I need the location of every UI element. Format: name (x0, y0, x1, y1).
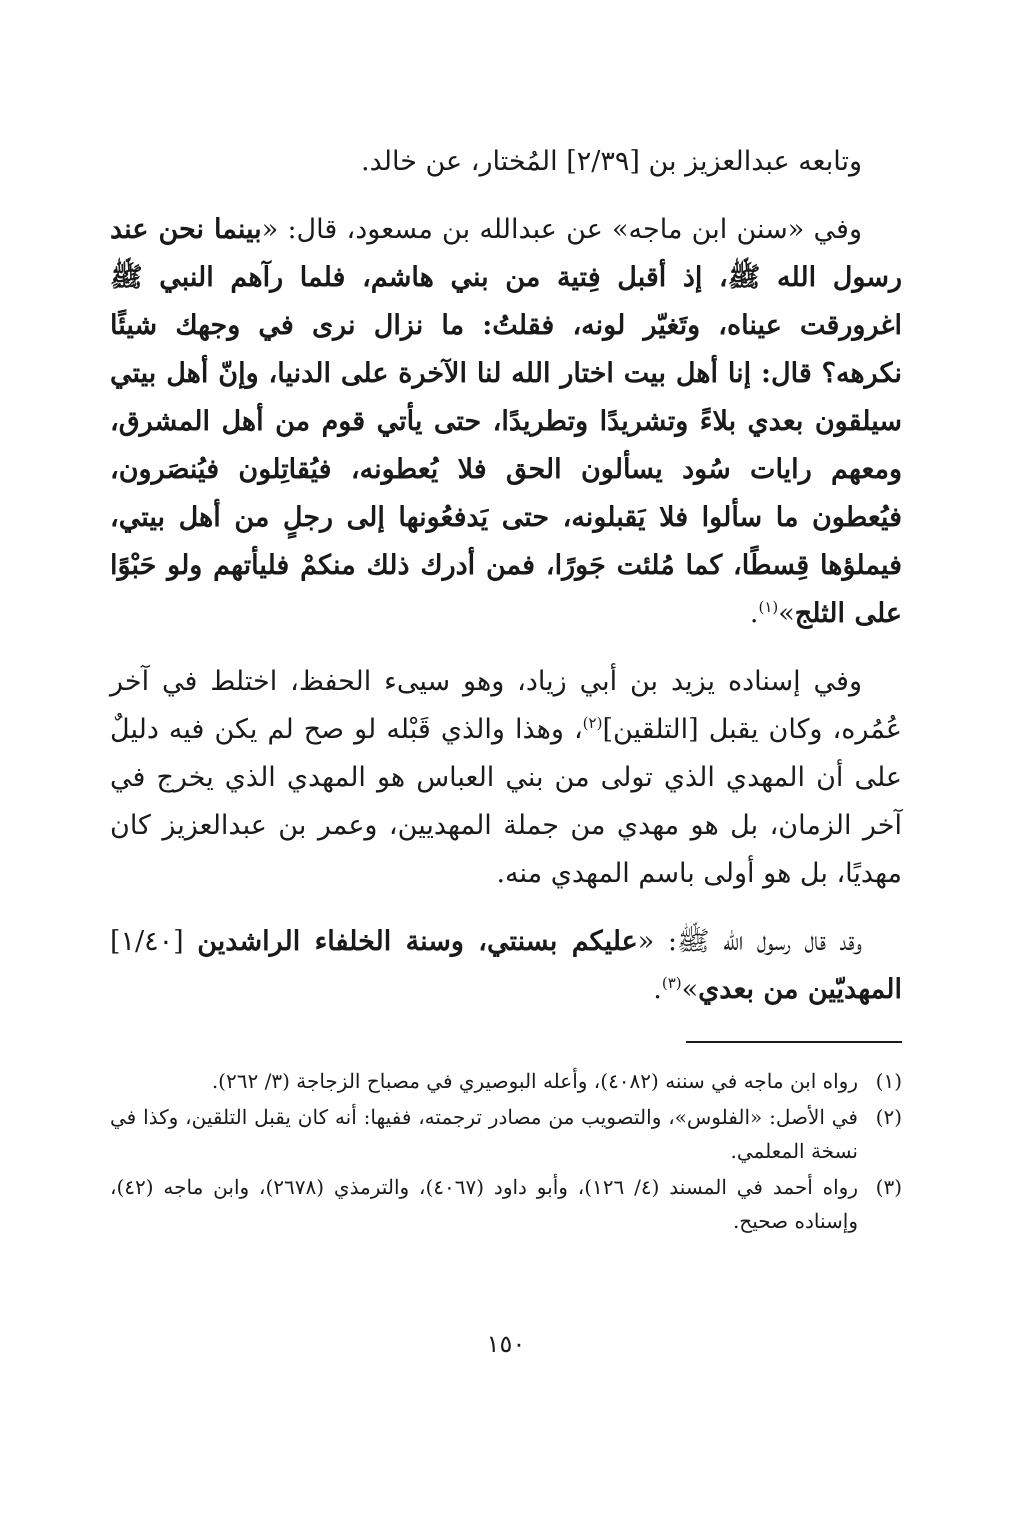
text-segment: » (681, 974, 699, 1005)
page-number: ١٥٠ (486, 1330, 526, 1358)
main-text (110, 138, 902, 1034)
footnote-text: في الأصل: «الفلوس»، والتصويب من مصادر ترجمته، ففيها: أنه كان يقبل التلقين، وكذا في نسخة المعلمي. (110, 1105, 858, 1163)
hadith-quote: المهديّين من بعدي (698, 974, 902, 1005)
footnote-number: (٢) (875, 1105, 902, 1129)
footnote-number: (١) (875, 1069, 902, 1093)
footnote-1 (110, 1064, 902, 1098)
text-segment: [١/٤٠] (110, 926, 198, 957)
footnote-text: رواه ابن ماجه في سننه (٤٠٨٢)، وأعله البوصيري في مصباح الزجاجة (٣/ ٢٦٢). (211, 1069, 858, 1093)
paragraph-2 (110, 206, 902, 638)
text-segment: وفي إسناده يزيد بن أبي زياد، وهو سيىء الحفظ، اختلط في آخر عُمُره، وكان يقبل [التلقين] (110, 666, 902, 745)
footnote-number: (٣) (875, 1175, 902, 1199)
footnote-reference: (١) (758, 598, 779, 616)
footnote-text: رواه أحمد في المسند (٤/ ١٢٦)، وأبو داود (٤٠٦٧)، والترمذي (٢٦٧٨)، وابن ماجه (٤٢)، وإسناده صحيح. (110, 1175, 859, 1233)
footnotes (110, 1064, 902, 1240)
text-segment: وتابعه عبدالعزيز بن [٢/٣٩] المُختار، عن خالد. (361, 146, 862, 177)
text-segment: . (749, 598, 759, 629)
text-segment: . (653, 974, 662, 1005)
text-segment: وفي «سنن ابن ماجه» عن عبدالله بن مسعود، قال: « (261, 214, 862, 245)
footnote-reference: (٣) (661, 974, 682, 992)
paragraph-1 (110, 138, 902, 186)
paragraph-4 (110, 918, 902, 1014)
footnote-divider (686, 1041, 902, 1043)
book-page (110, 0, 902, 1526)
text-segment: » (778, 598, 795, 629)
hadith-quote: بينما نحن عند رسول الله ﷺ، إذ أقبل فِتية من بني هاشم، فلما رآهم النبي ﷺ اغرورقت عيناه، وتَغيّر لونه، فقلتُ: ما نزال نرى في وجهك شيئًا نكرهه؟ قال: إنا أهل بيت اختار الله لنا الآخرة على الدنيا، وإنّ أهل بيتي سيلقون بعدي بلاءً وتشريدًا وتطريدًا، حتى يأتي قوم من أهل المشرق، ومعهم رايات سُود يسألون الحق فلا يُعطونه، فيُقاتِلون فيُنصَرون، فيُعطون ما سألوا فلا يَقبلونه، حتى يَدفعُونها إلى رجلٍ من أهل بيتي، فيملؤها قِسطًا، كما مُلئت جَورًا، فمن أدرك ذلك منكمْ فليأتهم ولو حَبْوًا على الثلج (110, 214, 902, 629)
hadith-quote: عليكم بسنتي، وسنة الخلفاء الراشدين (197, 926, 638, 957)
footnote-reference: (٢) (582, 714, 603, 732)
text-segment: وقد قال رسول الله ﷺ: « (637, 926, 862, 957)
paragraph-3 (110, 658, 902, 898)
footnote-3 (110, 1170, 902, 1238)
text-segment: ، وهذا والذي قَبْله لو صح لم يكن فيه دليلٌ على أن المهدي الذي تولى من بني العباس هو المهدي الذي يخرج في آخر الزمان، بل هو مهدي من جملة المهديين، وعمر بن عبدالعزيز كان مهديًا، بل هو أولى باسم المهدي منه. (110, 714, 902, 889)
footnote-2 (110, 1100, 902, 1168)
